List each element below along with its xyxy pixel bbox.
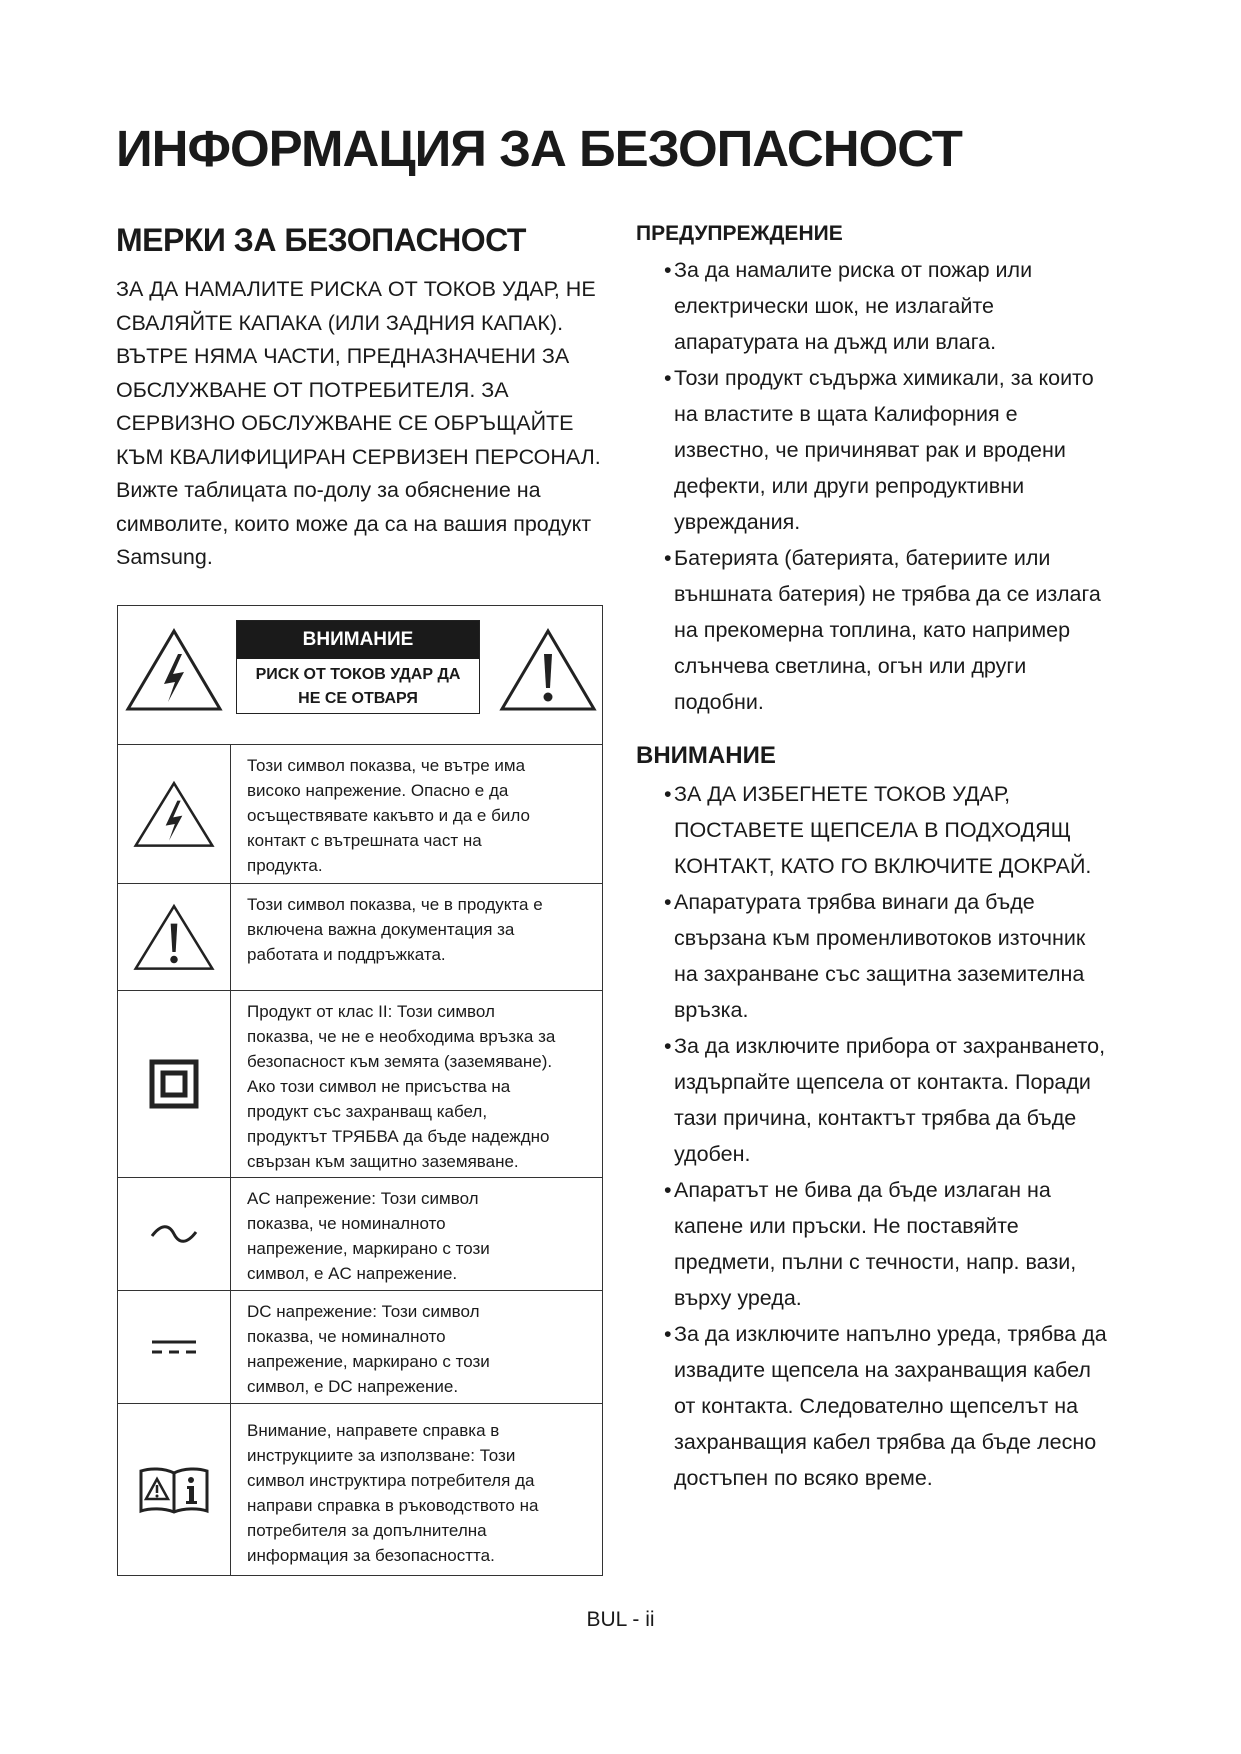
intro-line: ВЪТРЕ НЯМА ЧАСТИ, ПРЕДНАЗНАЧЕНИ ЗА — [116, 344, 570, 368]
symbol-description — [231, 1178, 500, 1290]
lightning-triangle-icon — [132, 779, 216, 849]
symbol-row-high-voltage — [118, 745, 602, 884]
symbol-description-line: символ, е DC напрежение. — [247, 1377, 459, 1396]
symbol-icon-cell — [118, 884, 231, 990]
warning-list — [636, 252, 1126, 720]
page-title: ИНФОРМАЦИЯ ЗА БЕЗОПАСНОСТ — [116, 120, 962, 177]
list-item-line: апаратурата на дъжд или влага. — [674, 330, 997, 354]
list-item-line: тази причина, контактът трябва да бъде — [674, 1106, 1077, 1130]
list-item — [666, 1316, 1126, 1496]
symbol-icon-cell — [118, 1404, 231, 1575]
symbol-description — [231, 745, 540, 883]
intro-line: ЗА ДА НАМАЛИТЕ РИСКА ОТ ТОКОВ УДАР, НЕ — [116, 277, 596, 301]
warning-label-text — [237, 659, 479, 711]
caution-heading: ВНИМАНИЕ — [636, 742, 776, 769]
list-item-line: извадите щепсела на захранващия кабел — [674, 1358, 1091, 1382]
symbol-table — [117, 605, 603, 1576]
symbol-description-line: Ако този символ не присъства на — [247, 1077, 511, 1096]
list-item-line: • Батерията (батерията, батериите или — [674, 546, 1051, 570]
list-item-line: върху уреда. — [674, 1286, 802, 1310]
symbol-description-line: продуктът ТРЯБВА да бъде надеждно — [247, 1127, 550, 1146]
symbol-description-line: символ, е AC напрежение. — [247, 1264, 458, 1283]
symbol-row-ac — [118, 1178, 602, 1291]
symbol-row-class-ii — [118, 991, 602, 1178]
section-title: МЕРКИ ЗА БЕЗОПАСНОСТ — [116, 222, 526, 258]
symbol-row-manual — [118, 1404, 602, 1575]
symbol-icon-cell — [118, 1291, 231, 1403]
double-square-icon — [149, 1059, 199, 1109]
symbol-description-line: показва, че номиналното — [247, 1327, 446, 1346]
list-item-line: увреждания. — [674, 510, 801, 534]
symbol-description-line: осъществявате какъвто и да е било — [247, 806, 530, 825]
list-item-line: на прекомерна топлина, като например — [674, 618, 1071, 642]
ac-wave-icon — [149, 1222, 199, 1246]
symbol-description-line: инструкциите за използване: Този — [247, 1446, 516, 1465]
list-item — [666, 540, 1126, 720]
symbol-description-line: включена важна документация за — [247, 920, 515, 939]
symbol-description-line: направи справка в ръководството на — [247, 1496, 539, 1515]
intro-line: ОБСЛУЖВАНЕ ОТ ПОТРЕБИТЕЛЯ. ЗА — [116, 377, 509, 402]
intro-line: КЪМ КВАЛИФИЦИРАН СЕРВИЗЕН ПЕРСОНАЛ. — [116, 444, 601, 469]
exclamation-triangle-icon — [132, 902, 216, 972]
list-item-line: от контакта. Следователно щепселът на — [674, 1394, 1079, 1418]
intro-line: символите, които може да са на вашия продукт — [116, 511, 592, 536]
symbol-description — [231, 1404, 548, 1575]
list-item-line: • За да изключите напълно уреда, трябва да — [674, 1322, 1107, 1346]
list-item — [666, 1028, 1126, 1172]
symbol-description-line: AC напрежение: Този символ — [247, 1189, 479, 1208]
symbol-description-line: символ инструктира потребителя да — [247, 1471, 535, 1490]
list-item-line: подобни. — [674, 690, 764, 714]
list-item-line: издърпайте щепсела от контакта. Поради — [674, 1070, 1091, 1094]
exclamation-triangle-icon — [498, 626, 598, 714]
list-item-line: слънчева светлина, огън или други — [674, 654, 1027, 678]
list-item-line: ПОСТАВЕТЕ ЩЕПСЕЛА В ПОДХОДЯЩ — [674, 818, 1071, 842]
symbol-description-line: DC напрежение: Този символ — [247, 1302, 480, 1321]
symbol-description-line: продукт със захранващ кабел, — [247, 1102, 488, 1121]
left-column — [116, 222, 606, 575]
list-item — [666, 1172, 1126, 1316]
list-item-line: предмети, пълни с течности, напр. вази, — [674, 1250, 1077, 1274]
symbol-description-line: показва, че номиналното — [247, 1214, 446, 1233]
symbol-description-line: безопасност към земята (заземяване). — [247, 1052, 553, 1071]
symbol-table-header — [118, 606, 602, 745]
list-item — [666, 776, 1126, 884]
list-item-line: • Този продукт съдържа химикали, за които — [674, 366, 1094, 390]
symbol-description-line: продукта. — [247, 856, 323, 875]
list-item-line: връзка. — [674, 998, 749, 1022]
list-item-line: дефекти, или други репродуктивни — [674, 474, 1025, 498]
symbol-description-line: потребителя за допълнителна — [247, 1521, 487, 1540]
symbol-description-line: Този символ показва, че вътре има — [247, 756, 526, 775]
manual-info-icon — [138, 1465, 210, 1515]
symbol-row-dc — [118, 1291, 602, 1404]
symbol-description-line: Внимание, направете справка в — [247, 1421, 500, 1440]
list-item-line: на захранване със защитна заземителна — [674, 962, 1085, 986]
symbol-description-line: напрежение, маркирано с този — [247, 1239, 490, 1258]
list-item-line: • Апаратурата трябва винаги да бъде — [674, 890, 1035, 914]
list-item-line: достъпен по всяко време. — [674, 1466, 933, 1490]
list-item-line: • ЗА ДА ИЗБЕГНЕТЕ ТОКОВ УДАР, — [674, 782, 1011, 806]
warning-label-line: НЕ СЕ ОТВАРЯ — [298, 690, 418, 707]
warning-label — [236, 620, 480, 714]
list-item — [666, 252, 1126, 360]
symbol-description — [231, 991, 565, 1177]
symbol-description-line: показва, че не е необходима връзка за — [247, 1027, 556, 1046]
symbol-description-line: напрежение, маркирано с този — [247, 1352, 490, 1371]
symbol-description-line: работата и поддръжката. — [247, 945, 446, 964]
list-item-line: външната батерия) не трябва да се излага — [674, 582, 1101, 606]
list-item-line: свързана към променливотоков източник — [674, 926, 1086, 950]
symbol-description-line: контакт с вътрешната част на — [247, 831, 482, 850]
symbol-description-line: високо напрежение. Опасно е да — [247, 781, 509, 800]
symbol-description-line: свързан към защитно заземяване. — [247, 1152, 519, 1171]
list-item-line: капене или пръски. Не поставяйте — [674, 1214, 1019, 1238]
lightning-triangle-icon — [124, 626, 224, 714]
right-column — [636, 222, 1126, 1496]
list-item-line: захранващия кабел трябва да бъде лесно — [674, 1430, 1097, 1454]
warning-label-title: ВНИМАНИЕ — [237, 621, 479, 659]
list-item-line: • Апаратът не бива да бъде излаган на — [674, 1178, 1051, 1202]
page-number: BUL - ii — [586, 1608, 655, 1631]
list-item — [666, 360, 1126, 540]
intro-paragraph — [116, 273, 606, 575]
symbol-description — [231, 884, 553, 990]
list-item-line: известно, че причиняват рак и вродени — [674, 438, 1066, 462]
list-item-line: удобен. — [674, 1142, 751, 1166]
symbol-icon-cell — [118, 1178, 231, 1290]
list-item-line: КОНТАКТ, КАТО ГО ВКЛЮЧИТЕ ДОКРАЙ. — [674, 854, 1092, 878]
symbol-description-line: Този символ показва, че в продукта е — [247, 895, 543, 914]
symbol-icon-cell — [118, 991, 231, 1177]
list-item — [666, 884, 1126, 1028]
intro-line: Вижте таблицата по-долу за обяснение на — [116, 478, 541, 502]
intro-line: Samsung. — [116, 545, 213, 569]
symbol-description — [231, 1291, 500, 1403]
symbol-description-line: Продукт от клас II: Този символ — [247, 1002, 495, 1021]
intro-line: СВАЛЯЙТЕ КАПАКА (ИЛИ ЗАДНИЯ КАПАК). — [116, 310, 564, 335]
intro-line: СЕРВИЗНО ОБСЛУЖВАНЕ СЕ ОБРЪЩАЙТЕ — [116, 411, 574, 435]
list-item-line: • За да намалите риска от пожар или — [674, 258, 1033, 282]
warning-label-line: РИСК ОТ ТОКОВ УДАР ДА — [255, 666, 461, 683]
symbol-row-documentation — [118, 884, 602, 991]
list-item-line: • За да изключите прибора от захранването, — [674, 1034, 1106, 1058]
symbol-icon-cell — [118, 745, 231, 883]
list-item-line: електрически шок, не излагайте — [674, 294, 994, 318]
symbol-description-line: информация за безопасността. — [247, 1546, 495, 1565]
caution-list — [636, 776, 1126, 1496]
dc-lines-icon — [149, 1335, 199, 1359]
warning-heading: ПРЕДУПРЕЖДЕНИЕ — [636, 222, 843, 245]
list-item-line: на властите в щата Калифорния е — [674, 402, 1018, 426]
